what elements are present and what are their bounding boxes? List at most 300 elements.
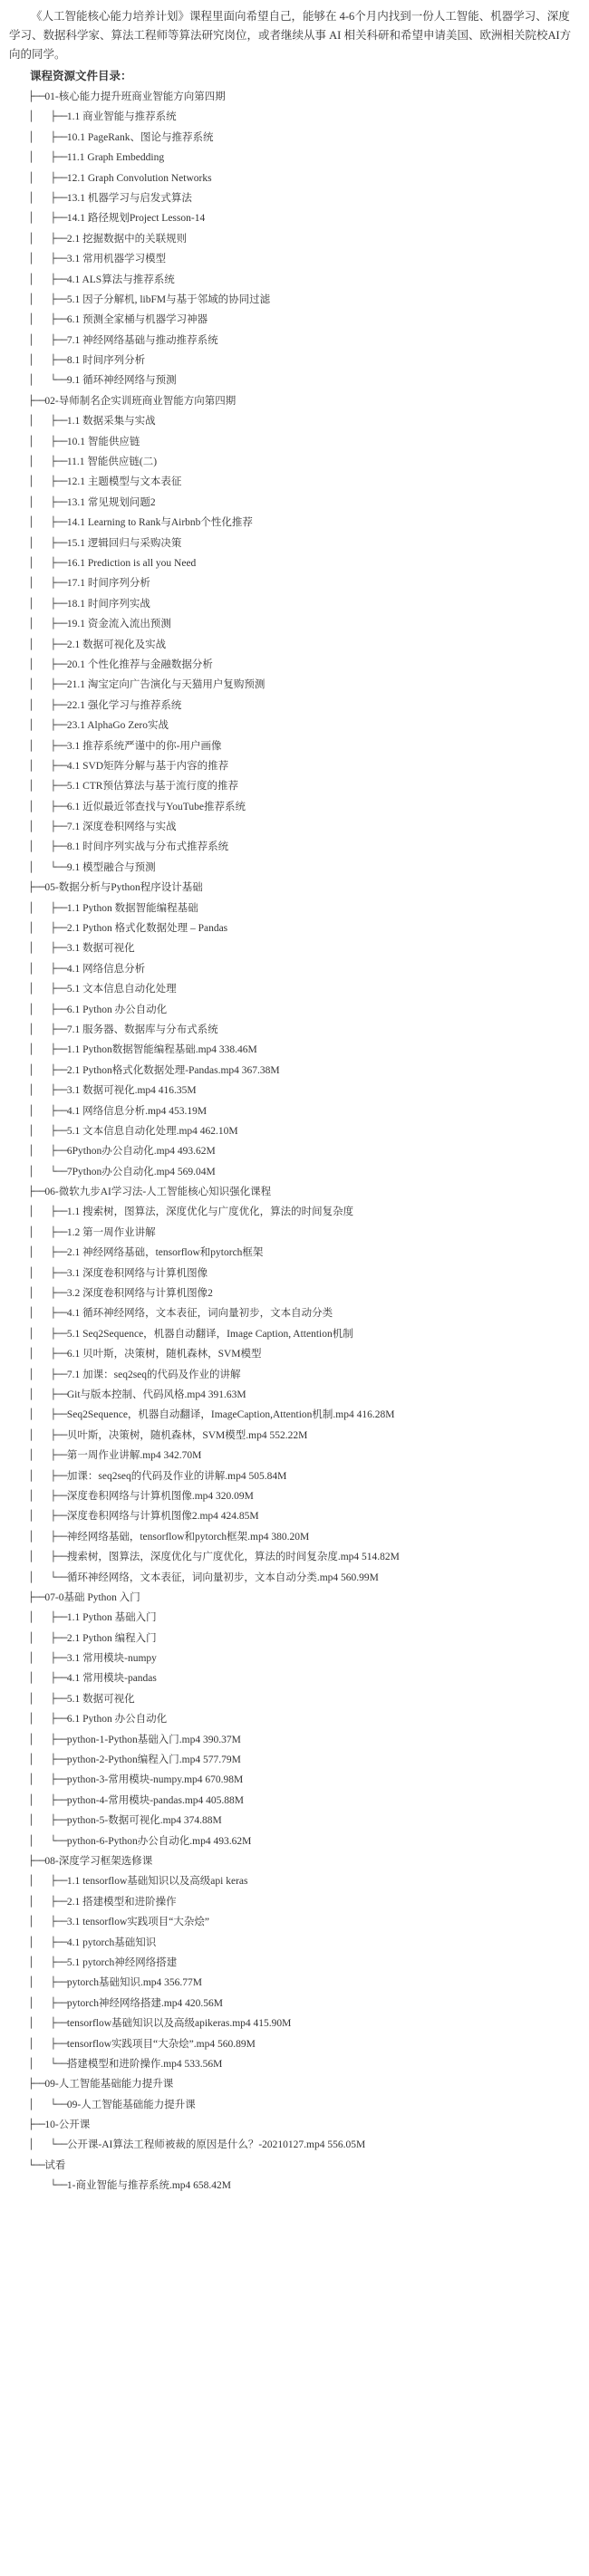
tree-branch-glyph: │ ├── [28,1875,67,1888]
tree-branch-glyph: │ ├── [28,1793,67,1806]
tree-item-label: 加课：seq2seq的代码及作业的讲解.mp4 505.84M [66,1470,287,1482]
tree-item [9,370,580,390]
tree-item [9,1466,580,1486]
tree-item [9,696,580,716]
tree-branch-glyph: │ ├── [28,1327,67,1340]
tree-item [9,2095,580,2115]
tree-item-label: 11.1 Graph Embedding [66,152,165,164]
tree-item-label: 4.1 pytorch基础知识 [66,1937,157,1948]
tree-folder [9,878,580,898]
tree-item-label: 神经网络基础，tensorflow和pytorch框架.mp4 380.20M [66,1531,310,1543]
tree-item [9,1040,580,1060]
tree-branch-glyph: ├── [28,394,45,407]
tree-branch-glyph: │ ├── [28,1368,67,1380]
tree-item-label: 1.1 商业智能与推荐系统 [66,111,177,123]
tree-branch-glyph: ├── [28,2119,45,2131]
tree-item [9,1264,580,1283]
tree-item-label: 06-微软九步AI学习法-人工智能核心知识强化课程 [44,1187,272,1198]
tree-branch-glyph: │ ├── [28,212,67,225]
tree-branch-glyph: │ ├── [28,922,67,935]
tree-item-label: 2.1 神经网络基础，tensorflow和pytorch框架 [66,1247,264,1259]
tree-item-label: 5.1 文本信息自动化处理 [66,984,177,995]
tree-item [9,2054,580,2074]
tree-item-label: 21.1 淘宝定向广告演化与天猫用户复购预测 [66,679,266,691]
tree-item-label: 20.1 个性化推荐与金融数据分析 [66,658,213,670]
tree-item-label: 02-导师制名企实训班商业智能方向第四期 [44,395,237,407]
tree-item-label: 10-公开课 [44,2119,91,2131]
tree-branch-glyph: ├── [28,881,45,894]
tree-item-label: 4.1 网络信息分析.mp4 453.19M [66,1105,208,1117]
tree-item [9,229,580,249]
tree-item [9,1689,580,1709]
tree-item [9,168,580,188]
tree-item [9,1405,580,1425]
tree-branch-glyph: │ └── [28,1165,67,1177]
tree-item-label: 6.1 预测全家桶与机器学习神器 [66,314,208,326]
tree-item-label: python-2-Python编程入门.mp4 577.79M [66,1754,241,1766]
tree-branch-glyph: │ ├── [28,1916,67,1928]
tree-item-label: 4.1 循环神经网络，文本表征，词向量初步，文本自动分类 [66,1308,333,1320]
tree-item-label: 07-0基础 Python 入门 [44,1591,140,1603]
tree-item-label: 09-人工智能基础能力提升课 [66,2099,196,2110]
tree-item [9,979,580,999]
tree-branch-glyph: │ ├── [28,1104,67,1117]
tree-item [9,1385,580,1405]
tree-item-label: 09-人工智能基础能力提升课 [44,2079,174,2091]
tree-item [9,817,580,837]
tree-item [9,2034,580,2054]
tree-branch-glyph: │ ├── [28,821,67,833]
tree-branch-glyph: │ ├── [28,1895,67,1908]
tree-item [9,614,580,634]
tree-branch-glyph: │ ├── [28,1003,67,1015]
tree-item [9,472,580,492]
tree-item-label: 2.1 数据可视化及实战 [66,639,167,650]
tree-branch-glyph: │ ├── [28,1754,67,1766]
tree-branch-glyph: │ ├── [28,962,67,975]
tree-item [9,1791,580,1811]
tree-item [9,1020,580,1040]
tree-folder [9,2156,580,2176]
tree-item [9,2135,580,2155]
tree-item-label: 6.1 贝叶斯，决策树，随机森林，SVM模型 [66,1349,262,1360]
tree-branch-glyph: │ ├── [28,1510,67,1523]
tree-item-label: 1.1 搜索树，图算法，深度优化与广度优化，算法的时间复杂度 [66,1206,354,1218]
tree-item [9,1933,580,1953]
tree-item [9,432,580,452]
tree-item [9,1223,580,1243]
tree-branch-glyph: │ ├── [28,1389,67,1400]
tree-item [9,837,580,857]
tree-branch-glyph: │ ├── [28,1996,67,2009]
tree-item [9,2176,580,2196]
tree-branch-glyph: │ ├── [28,273,67,285]
tree-branch-glyph: │ └── [28,2098,67,2110]
tree-item [9,310,580,330]
tree-item [9,1953,580,1973]
tree-branch-glyph: │ ├── [28,1814,67,1827]
tree-item-label: 5.1 文本信息自动化处理.mp4 462.10M [66,1125,238,1137]
tree-item-label: 2.1 Python 格式化数据处理 – Pandas [66,923,228,935]
tree-branch-glyph: │ └── [28,1834,67,1847]
tree-branch-glyph: │ ├── [28,516,67,529]
tree-branch-glyph: │ ├── [28,759,67,772]
tree-branch-glyph: │ ├── [28,800,67,812]
tree-item-label: pytorch基础知识.mp4 356.77M [66,1977,203,1989]
tree-branch-glyph: │ ├── [28,1063,67,1076]
tree-branch-glyph: │ ├── [28,1489,67,1502]
tree-item-label: 15.1 逻辑回归与采购决策 [66,537,182,549]
tree-item [9,1061,580,1081]
tree-item [9,858,580,878]
tree-branch-glyph: │ ├── [28,983,67,995]
tree-branch-glyph: │ ├── [28,1611,67,1624]
tree-item-label: 05-数据分析与Python程序设计基础 [44,882,203,894]
tree-branch-glyph: │ ├── [28,658,67,670]
tree-item [9,208,580,228]
tree-item [9,655,580,675]
tree-branch-glyph: │ ├── [28,719,67,732]
tree-item-label: 3.1 常用机器学习模型 [66,254,167,265]
tree-item [9,2014,580,2033]
tree-folder [9,391,580,411]
tree-item-label: 9.1 模型融合与预测 [66,861,156,873]
tree-branch-glyph: │ ├── [28,1551,67,1563]
tree-item-label: 第一周作业讲解.mp4 342.70M [66,1450,202,1462]
tree-item [9,1831,580,1851]
tree-branch-glyph: │ ├── [28,1733,67,1745]
tree-branch-glyph: │ ├── [28,1449,67,1462]
tree-item-label: 7.1 神经网络基础与推动推荐系统 [66,334,218,346]
tree-item-label: 18.1 时间序列实战 [66,598,150,610]
tree-branch-glyph: │ ├── [28,678,67,691]
tree-item-label: 19.1 资金流入流出预测 [66,619,171,630]
tree-item [9,270,580,290]
tree-item-label: 5.1 因子分解机, libFM与基于邻域的协同过滤 [66,293,271,305]
tree-item-label: 12.1 主题模型与文本表征 [66,476,182,488]
tree-item [9,1994,580,2014]
tree-item [9,594,580,614]
tree-item-label: 3.1 常用模块-numpy [66,1653,157,1665]
tree-branch-glyph: │ ├── [28,456,67,468]
tree-folder [9,1588,580,1608]
tree-branch-glyph: │ └── [28,2057,67,2070]
tree-item [9,736,580,756]
tree-item-label: 贝叶斯，决策树，随机森林，SVM模型.mp4 552.22M [66,1429,308,1441]
tree-item-label: 1.1 tensorflow基础知识以及高级api keras [66,1876,248,1888]
tree-item [9,1081,580,1101]
tree-item-label: python-5-数据可视化.mp4 374.88M [66,1815,222,1827]
tree-branch-glyph: │ ├── [28,354,67,367]
tree-branch-glyph: │ ├── [28,1287,67,1300]
tree-branch-glyph: │ ├── [28,1023,67,1035]
tree-branch-glyph: │ ├── [28,698,67,711]
tree-item [9,675,580,695]
tree-item-label: 8.1 时间序列实战与分布式推荐系统 [66,841,229,853]
tree-item [9,1324,580,1344]
tree-folder [9,1182,580,1202]
tree-item-label: 08-深度学习框架选修课 [44,1855,153,1867]
tree-branch-glyph: │ ├── [28,253,67,265]
tree-branch-glyph: │ ├── [28,1976,67,1989]
directory-title: 课程资源文件目录： [30,70,132,82]
tree-item [9,797,580,817]
tree-branch-glyph: └── [28,2158,45,2171]
tree-item [9,1344,580,1364]
tree-item-label: Seq2Sequence，机器自动翻译，ImageCaption,Attention机制.mp4 416.28M [66,1409,395,1421]
tree-item-label: 7.1 服务器、数据库与分布式系统 [66,1024,218,1035]
tree-branch-glyph: │ ├── [28,1672,67,1685]
tree-item [9,1668,580,1688]
tree-item-label: 01-核心能力提升班商业智能方向第四期 [44,91,226,102]
tree-item [9,553,580,573]
tree-item-label: 9.1 循环神经网络与预测 [66,375,177,387]
tree-folder [9,1851,580,1871]
tree-branch-glyph: │ ├── [28,597,67,610]
tree-branch-glyph: │ ├── [28,435,67,447]
tree-item [9,148,580,168]
tree-branch-glyph: │ ├── [28,1713,67,1725]
tree-item [9,1770,580,1790]
tree-item [9,1000,580,1020]
tree-item-label: pytorch神经网络搭建.mp4 420.56M [66,1997,224,2009]
tree-folder [9,87,580,107]
tree-item [9,331,580,351]
tree-branch-glyph: │ ├── [28,1773,67,1786]
tree-item-label: 13.1 机器学习与启发式算法 [66,192,192,204]
tree-branch-glyph: │ ├── [28,841,67,853]
tree-item-label: Git与版本控制、代码风格.mp4 391.63M [66,1389,246,1400]
tree-item-label: 3.1 tensorflow实践项目“大杂烩” [66,1917,210,1928]
tree-branch-glyph: │ ├── [28,1936,67,1948]
tree-item [9,1547,580,1567]
tree-item [9,249,580,269]
tree-item-label: 循环神经网络，文本表征，词向量初步，文本自动分类.mp4 560.99M [66,1572,379,1583]
tree-item-label: 22.1 强化学习与推荐系统 [66,699,182,711]
tree-item [9,1202,580,1222]
tree-item-label: 3.2 深度卷积网络与计算机图像2 [66,1288,213,1300]
tree-branch-glyph: │ └── [28,374,67,387]
tree-item [9,1243,580,1263]
tree-branch-glyph: │ ├── [28,2037,67,2050]
tree-item-label: tensorflow基础知识以及高级apikeras.mp4 415.90M [66,2018,292,2030]
tree-folder [9,2074,580,2094]
tree-item [9,1303,580,1323]
tree-item-label: 深度卷积网络与计算机图像2.mp4 424.85M [66,1511,259,1523]
tree-branch-glyph: │ ├── [28,638,67,650]
tree-branch-glyph: │ ├── [28,2017,67,2030]
tree-item [9,716,580,735]
tree-item [9,1162,580,1182]
tree-branch-glyph: │ ├── [28,1145,67,1158]
tree-item-label: python-6-Python办公自动化.mp4 493.62M [66,1835,252,1847]
tree-item-label: 公开课-AI算法工程师被裁的原因是什么？-20210127.mp4 556.05M [66,2139,366,2151]
tree-branch-glyph: │ ├── [28,1408,67,1421]
tree-branch-glyph: ├── [28,1854,45,1867]
tree-item-label: 搭建模型和进阶操作.mp4 533.56M [66,2058,223,2070]
tree-branch-glyph: │ ├── [28,171,67,184]
tree-branch-glyph: │ ├── [28,536,67,549]
tree-item [9,573,580,593]
tree-item-label: 7Python办公自动化.mp4 569.04M [66,1166,216,1177]
tree-branch-glyph: ├── [28,91,45,102]
tree-branch-glyph: │ ├── [28,191,67,204]
tree-item [9,351,580,370]
tree-item-label: 1.2 第一周作业讲解 [66,1226,156,1238]
tree-item-label: 6.1 Python 办公自动化 [66,1714,168,1725]
tree-item-label: 3.1 推荐系统严谨中的你-用户画像 [66,740,222,752]
tree-item [9,635,580,655]
tree-item-label: 6.1 Python 办公自动化 [66,1004,168,1015]
tree-item-label: 2.1 Python 编程入门 [66,1632,157,1644]
tree-item [9,776,580,796]
tree-branch-glyph: │ ├── [28,1307,67,1320]
tree-branch-glyph: │ ├── [28,1428,67,1441]
tree-branch-glyph: │ ├── [28,1226,67,1238]
tree-item-label: 10.1 智能供应链 [66,436,140,447]
tree-item-label: 11.1 智能供应链(二) [66,457,158,468]
tree-branch-glyph: │ ├── [28,1084,67,1097]
tree-item-label: 4.1 常用模块-pandas [66,1673,157,1685]
tree-item [9,107,580,127]
tree-branch-glyph: │ ├── [28,1266,67,1279]
tree-item-label: 23.1 AlphaGo Zero实战 [66,720,169,732]
tree-item [9,1568,580,1588]
tree-item-label: 1.1 数据采集与实战 [66,416,156,428]
tree-item [9,1629,580,1648]
tree-branch-glyph: │ ├── [28,111,67,123]
tree-item [9,188,580,208]
tree-item-label: 7.1 加课：seq2seq的代码及作业的讲解 [66,1369,241,1380]
tree-item [9,1750,580,1770]
tree-item [9,290,580,310]
tree-item-label: python-1-Python基础入门.mp4 390.37M [66,1734,241,1745]
tree-branch-glyph: │ ├── [28,556,67,569]
tree-branch-glyph: │ ├── [28,313,67,326]
tree-item-label: 3.1 数据可视化 [66,943,135,955]
tree-branch-glyph: │ └── [28,1571,67,1583]
tree-item [9,452,580,472]
tree-branch-glyph: │ ├── [28,1956,67,1968]
tree-branch-glyph: │ ├── [28,151,67,164]
tree-item-label: 试看 [44,2159,66,2171]
tree-item-label: 7.1 深度卷积网络与实战 [66,822,177,833]
tree-branch-glyph: ├── [28,2078,45,2091]
tree-item-label: 6.1 近似最近邻查找与YouTube推荐系统 [66,801,246,812]
tree-branch-glyph: │ ├── [28,618,67,630]
tree-item [9,1973,580,1993]
tree-item-label: 1.1 Python 基础入门 [66,1612,157,1624]
tree-item [9,756,580,776]
tree-item [9,1608,580,1628]
tree-item-label: 深度卷积网络与计算机图像.mp4 320.09M [66,1490,254,1502]
tree-item-label: 搜索树，图算法，深度优化与广度优化，算法的时间复杂度.mp4 514.82M [66,1552,400,1563]
tree-branch-glyph: │ ├── [28,232,67,245]
tree-item [9,128,580,148]
tree-item-label: 14.1 路径规划Project Lesson-14 [66,213,206,225]
intro-paragraph: 《人工智能核心能力培养计划》课程里面向希望自己，能够在 4-6个月内找到一份人工智能、机器学习、深度学习、数据科学家、算法工程师等算法研究岗位，或者继续从事 AI 相关科研和希望申请美国、欧洲相关院校AI方向的同学。 [9,10,572,61]
tree-item-label: 4.1 ALS算法与推荐系统 [66,274,175,285]
tree-branch-glyph: │ ├── [28,1348,67,1360]
tree-item-label: 5.1 数据可视化 [66,1693,135,1705]
tree-branch-glyph: │ ├── [28,1530,67,1543]
tree-item [9,1709,580,1729]
tree-item [9,1506,580,1526]
tree-item [9,1871,580,1891]
tree-item [9,1486,580,1506]
tree-item [9,513,580,533]
tree-item-label: 2.1 挖掘数据中的关联规则 [66,233,188,245]
tree-branch-glyph: │ ├── [28,1469,67,1482]
tree-item [9,1730,580,1750]
tree-item [9,1283,580,1303]
tree-item [9,1446,580,1466]
tree-item [9,1892,580,1912]
tree-branch-glyph: ├── [28,1186,45,1198]
tree-item-label: 13.1 常见规划问题2 [66,496,156,508]
tree-item-label: 3.1 数据可视化.mp4 416.35M [66,1085,197,1097]
tree-item-label: 17.1 时间序列分析 [66,578,150,590]
directory-tree [9,87,580,2196]
tree-item-label: 16.1 Prediction is all you Need [66,557,197,569]
tree-item-label: 12.1 Graph Convolution Networks [66,172,212,184]
tree-item [9,899,580,918]
tree-branch-glyph: │ ├── [28,333,67,346]
tree-item-label: 4.1 SVD矩阵分解与基于内容的推荐 [66,760,229,772]
tree-branch-glyph: │ ├── [28,1206,67,1218]
tree-branch-glyph: │ ├── [28,780,67,793]
tree-item-label: 8.1 时间序列分析 [66,355,146,367]
tree-branch-glyph: │ ├── [28,293,67,305]
tree-item-label: 5.1 pytorch神经网络搭建 [66,1956,178,1968]
tree-branch-glyph: │ ├── [28,577,67,590]
tree-branch-glyph: │ ├── [28,476,67,488]
tree-branch-glyph: │ ├── [28,1692,67,1705]
tree-item-label: 1.1 Python数据智能编程基础.mp4 338.46M [66,1044,257,1056]
tree-branch-glyph: │ └── [28,860,67,873]
tree-item-label: 4.1 网络信息分析 [66,963,146,975]
tree-item [9,533,580,553]
tree-branch-glyph: │ ├── [28,415,67,428]
tree-item-label: 5.1 Seq2Sequence，机器自动翻译，Image Caption, Attention机制 [66,1328,353,1340]
tree-branch-glyph: │ ├── [28,130,67,143]
tree-branch-glyph: └── [28,2179,67,2192]
tree-branch-glyph: │ └── [28,2139,67,2151]
tree-branch-glyph: │ ├── [28,739,67,752]
tree-item-label: 2.1 Python格式化数据处理-Pandas.mp4 367.38M [66,1064,280,1076]
tree-item-label: 14.1 Learning to Rank与Airbnb个性化推荐 [66,517,253,529]
tree-branch-glyph: │ ├── [28,942,67,955]
tree-branch-glyph: │ ├── [28,1246,67,1259]
tree-item-label: python-4-常用模块-pandas.mp4 405.88M [66,1794,245,1806]
tree-branch-glyph: │ ├── [28,1652,67,1665]
tree-item-label: 10.1 PageRank、图论与推荐系统 [66,131,214,143]
tree-item-label: 5.1 CTR预估算法与基于流行度的推荐 [66,781,238,793]
tree-item [9,918,580,938]
tree-item [9,959,580,979]
tree-item [9,1101,580,1121]
tree-item [9,1121,580,1141]
tree-item-label: 1-商业智能与推荐系统.mp4 658.42M [66,2180,231,2192]
tree-folder [9,2115,580,2135]
tree-branch-glyph: │ ├── [28,1124,67,1137]
tree-branch-glyph: │ ├── [28,495,67,508]
tree-item [9,1426,580,1446]
tree-item [9,493,580,513]
tree-item-label: 3.1 深度卷积网络与计算机图像 [66,1267,208,1279]
tree-item [9,1811,580,1831]
tree-item-label: tensorflow实践项目“大杂烩”.mp4 560.89M [66,2038,256,2050]
